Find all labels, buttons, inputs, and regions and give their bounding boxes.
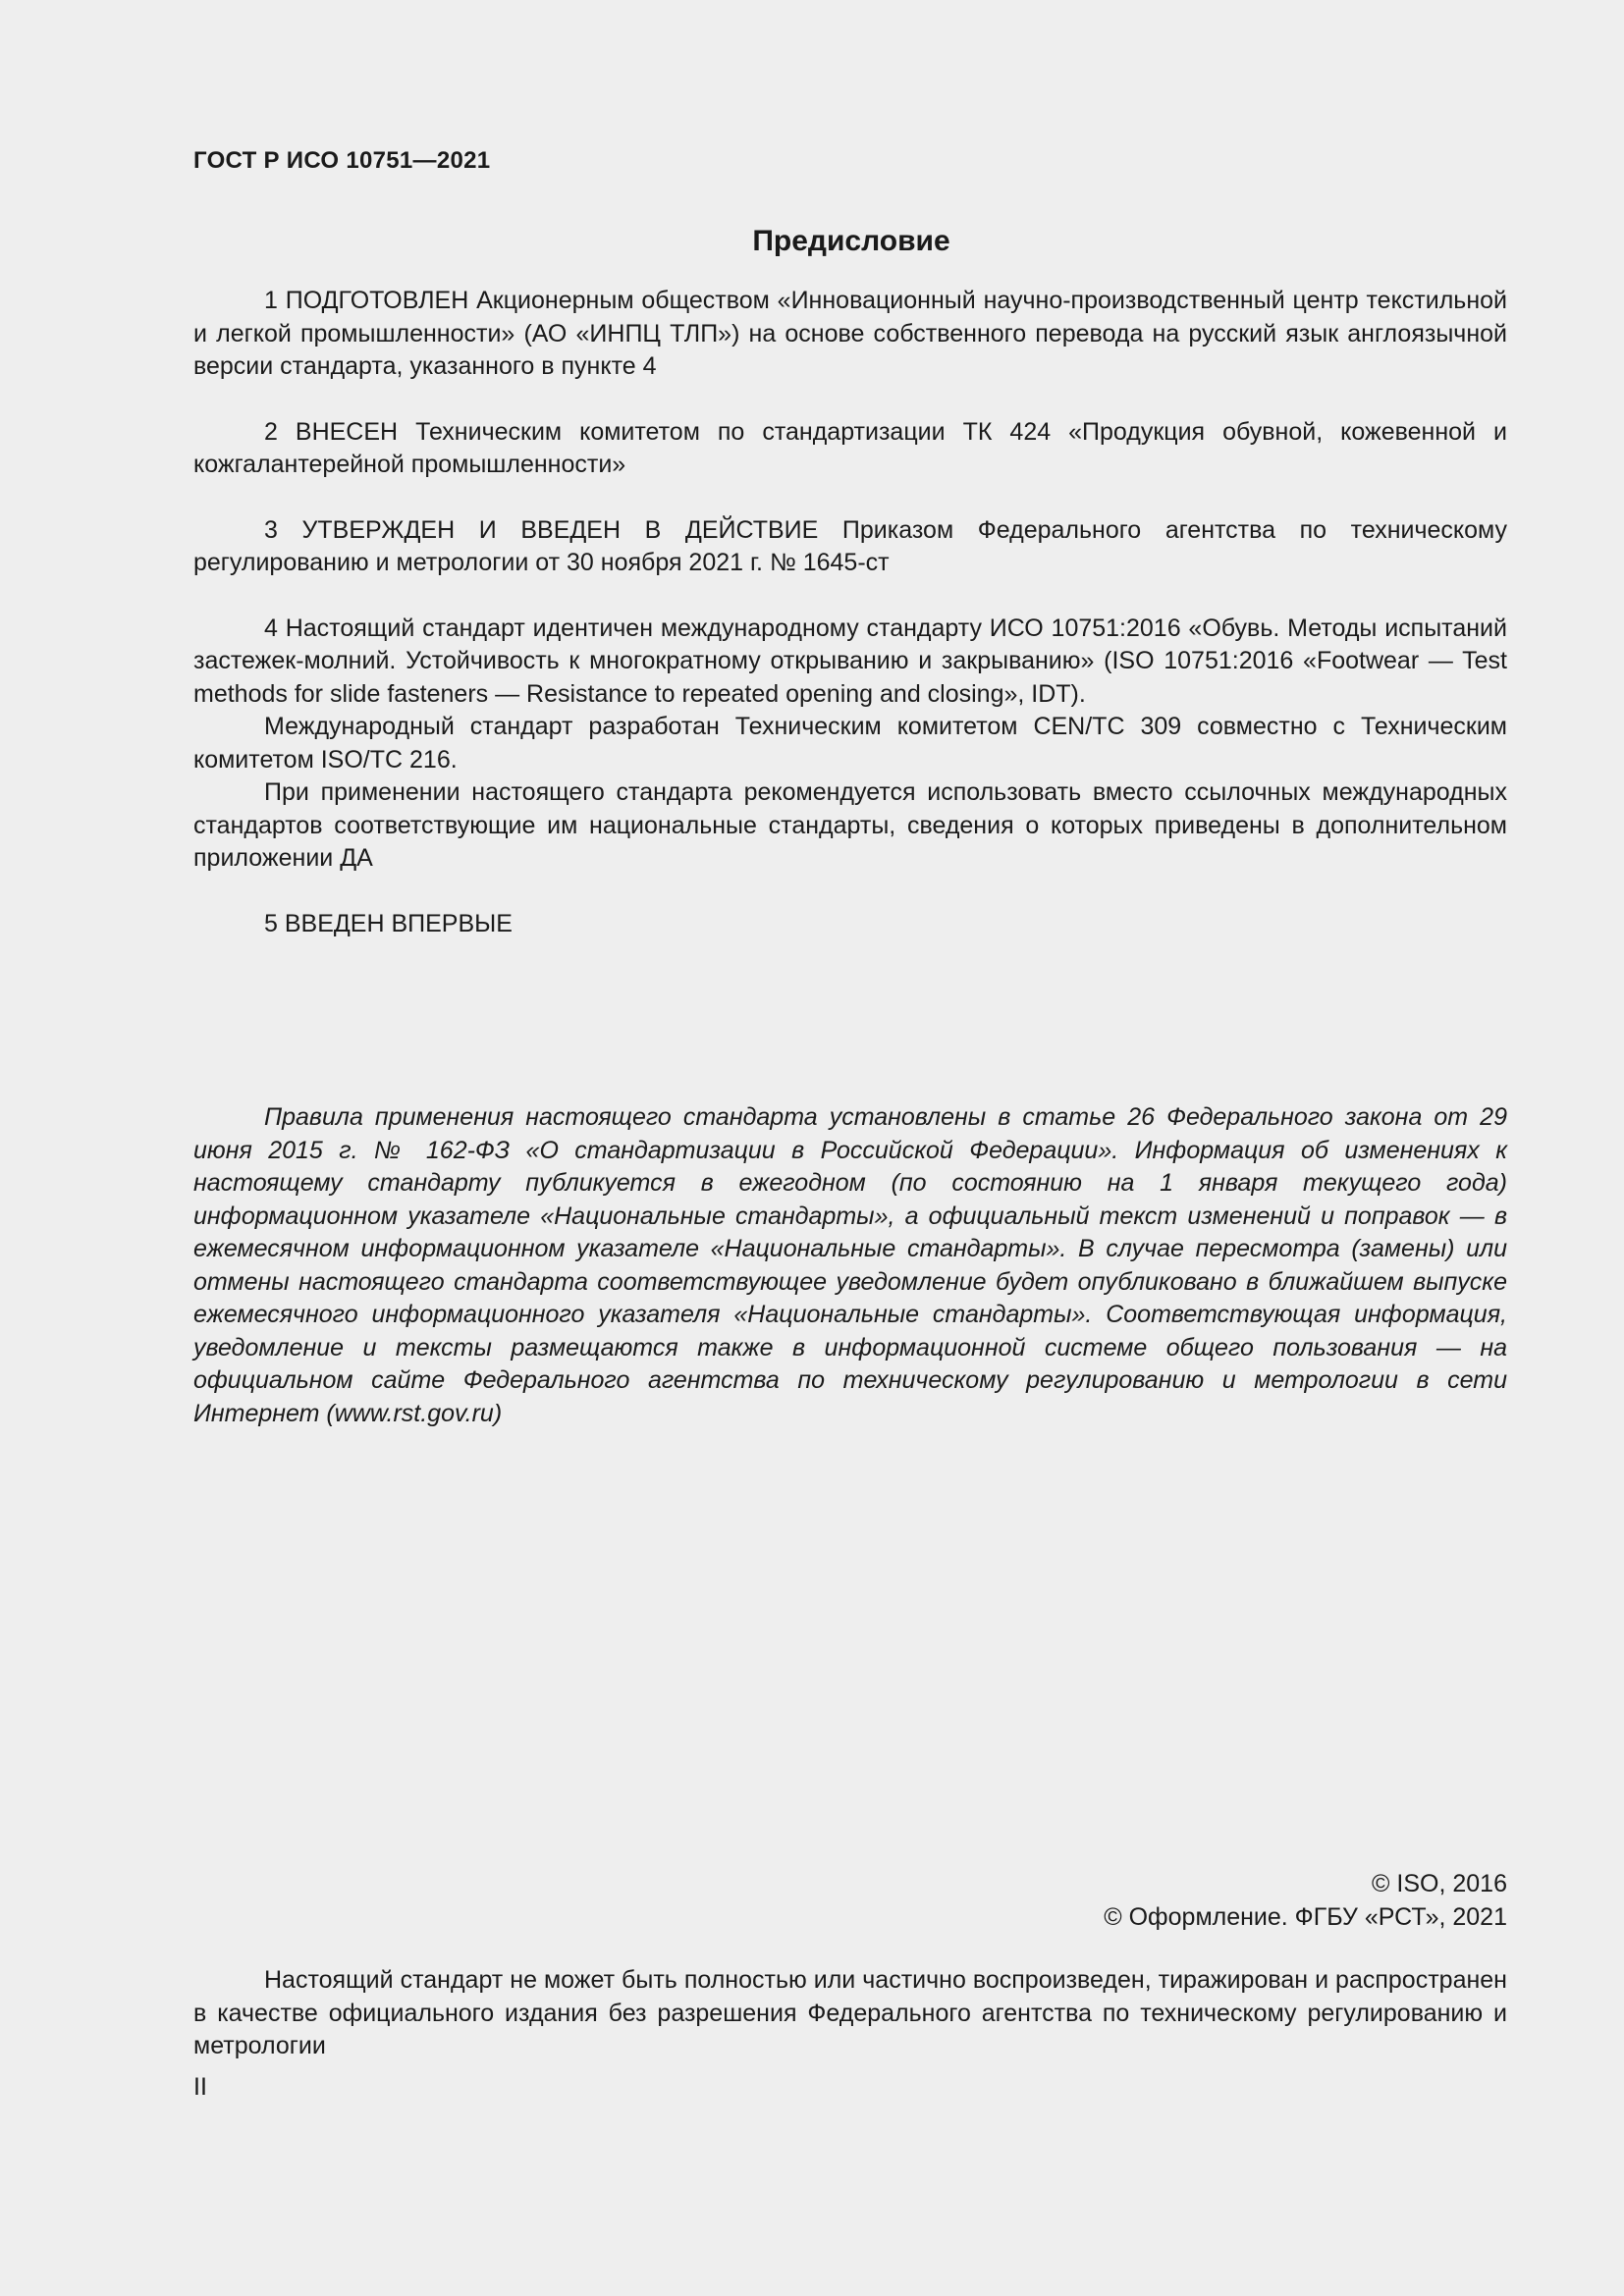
foreword-item-4-references: При применении настоящего стандарта рекомендуется использовать вместо ссылочных международных стандартов соответствующие им национальные стандарты, сведения о которых приведены в дополнительном приложении ДА [193,778,1507,872]
reproduction-notice [193,1964,1507,2063]
copyright-design: © Оформление. ФГБУ «РСТ», 2021 [1104,1902,1507,1931]
foreword-item-5: 5 ВВЕДЕН ВПЕРВЫЕ [264,909,513,937]
reproduction-notice-text: Настоящий стандарт не может быть полностью или частично воспроизведен, тиражирован и распространен в качестве официального издания без разрешения Федерального агентства по техническому регулированию и метрологии [193,1966,1507,2059]
foreword-item-2: 2 ВНЕСЕН Техническим комитетом по стандартизации ТК 424 «Продукция обувной, кожевенной и кожгалантерейной промышленности» [193,417,1507,478]
application-rules-note [193,1101,1507,1430]
foreword-item-1: 1 ПОДГОТОВЛЕН Акционерным обществом «Инновационный научно-производственный центр текстильной и легкой промышленности» (АО «ИНПЦ ТЛП») на основе собственного перевода на русский язык англоязычной версии стандарта, указанного в пункте 4 [193,287,1507,380]
application-rules-text: Правила применения настоящего стандарта установлены в статье 26 Федерального закона от 29 июня 2015 г. № 162-ФЗ «О стандартизации в Российской Федерации». Информация об изменениях к настоящему стандарту публикуется в ежегодном (по состоянию на 1 января текущего года) информационном указателе «Национальные стандарты», а официальный текст изменений и поправок — в ежемесячном информационном указателе «Национальные стандарты». В случае пересмотра (замены) или отмены настоящего стандарта соответствующее уведомление будет опубликовано в ближайшем выпуске ежемесячного информационного указателя «Национальные стандарты». Соответствующая информация, уведомление и тексты размещаются также в информационной системе общего пользования — на официальном сайте Федерального агентства по техническому регулированию и метрологии в сети Интернет (www.rst.gov.ru) [193,1103,1507,1427]
page-title: Предисловие [752,225,950,257]
document-id-header: ГОСТ Р ИСО 10751—2021 [193,147,491,174]
copyright-block [193,1868,1507,1934]
foreword-item-4-cen: Международный стандарт разработан Техническим комитетом CEN/TC 309 совместно с Техническим комитетом ISO/TC 216. [193,713,1507,774]
page-number: II [193,2073,207,2101]
foreword-item-3: 3 УТВЕРЖДЕН И ВВЕДЕН В ДЕЙСТВИЕ Приказом Федерального агентства по техническому регулированию и метрологии от 30 ноября 2021 г. № 1645-ст [193,515,1507,576]
foreword-items [193,285,1507,940]
copyright-iso: © ISO, 2016 [1372,1870,1507,1897]
foreword-item-4: 4 Настоящий стандарт идентичен международному стандарту ИСО 10751:2016 «Обувь. Методы испытаний застежек-молний. Устойчивость к многократному открыванию и закрыванию» (ISO 10751:2016 «Footwear — Test methods for slide fasteners — Resistance to repeated opening and closing», IDT). [193,614,1507,708]
